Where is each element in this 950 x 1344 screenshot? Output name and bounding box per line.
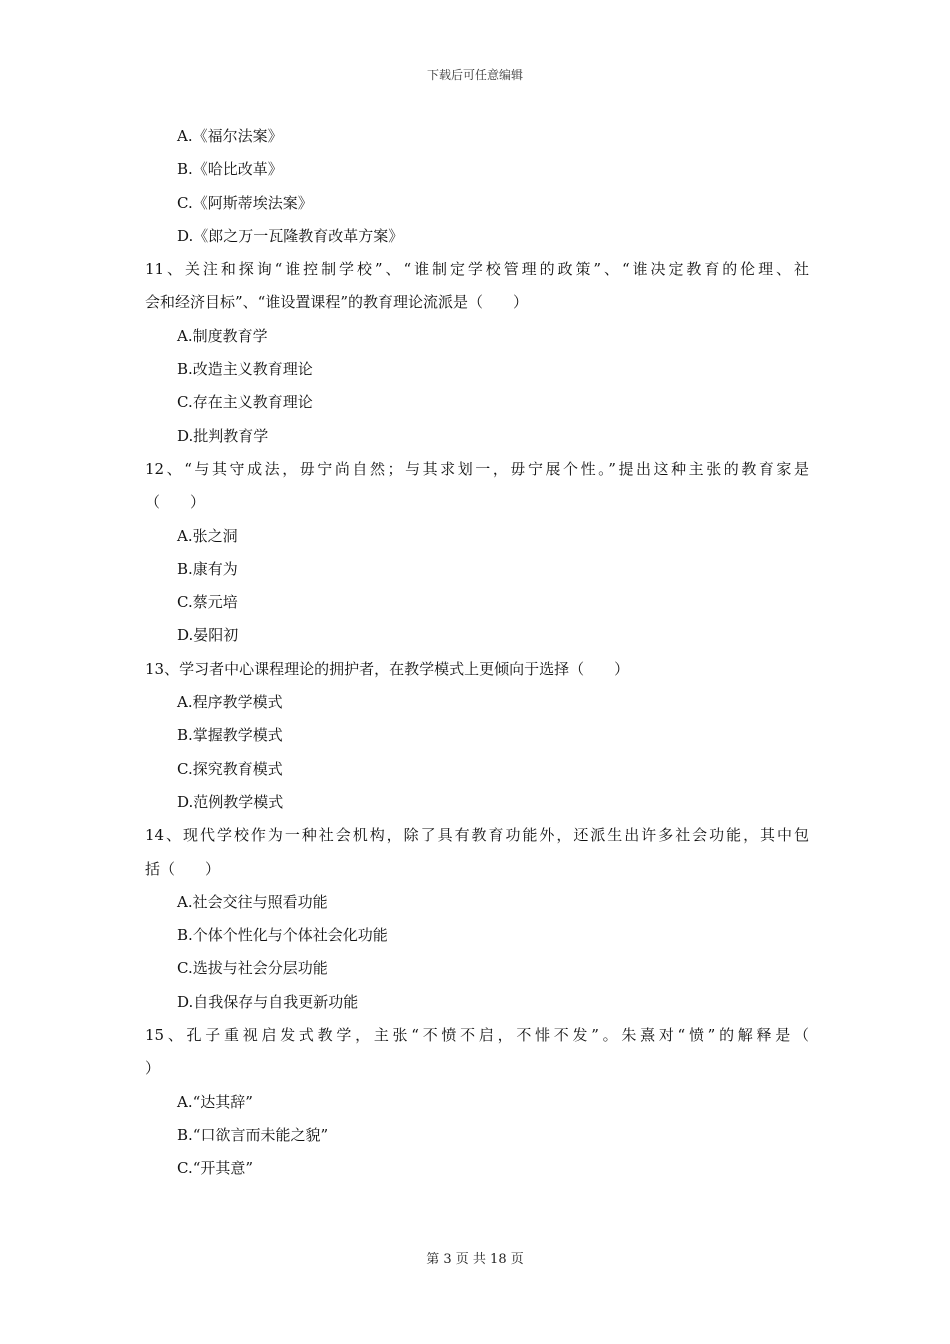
option-13-c: C.探究教育模式 [177,759,283,778]
option-11-d: D.批判教育学 [177,426,269,445]
question-11-line-2: 会和经济目标”、“谁设置课程”的教育理论流派是（ ） [145,293,529,312]
option-10-a: A.《福尔法案》 [177,127,283,145]
option-13-d: D.范例教学模式 [177,792,284,811]
option-10-b: B.《哈比改革》 [177,160,283,179]
option-12-c: C.蔡元培 [177,593,238,612]
option-14-d: D.自我保存与自我更新功能 [177,992,359,1011]
page-header: 下载后可任意编辑 [426,68,523,82]
option-10-d: D.《郎之万一瓦隆教育改革方案》 [177,226,404,245]
option-12-a: A.张之洞 [177,526,238,545]
question-12-line-1: 12、“与其守成法，毋宁尚自然；与其求划一，毋宁展个性。”提出这种主张的教育家是 [145,459,809,478]
option-11-a: A.制度教育学 [177,326,268,345]
question-11-line-1: 11、关注和探询“谁控制学校”、“谁制定学校管理的政策”、“谁决定教育的伦理、社 [145,260,809,279]
question-15-line-2: ） [145,1059,161,1078]
option-13-a: A.程序教学模式 [177,693,283,712]
question-15-line-1: 15、孔子重视启发式教学，主张“不愤不启，不悱不发”。朱熹对“愤”的解释是（ [145,1026,809,1045]
option-10-c: C.《阿斯蒂埃法案》 [177,193,313,212]
option-13-b: B.掌握教学模式 [177,726,283,745]
option-14-b: B.个体个性化与个体社会化功能 [177,926,388,945]
option-15-c: C.“开其意” [177,1159,254,1178]
option-15-a: A.“达其辞” [177,1092,253,1111]
option-14-c: C.选拔与社会分层功能 [177,959,328,978]
question-12-line-2: （ ） [145,493,206,512]
option-12-d: D.晏阳初 [177,626,239,645]
question-13-line-1: 13、学习者中心课程理论的拥护者，在教学模式上更倾向于选择（ ） [145,659,630,678]
option-11-c: C.存在主义教育理论 [177,393,313,412]
exam-content [145,124,809,1190]
page-footer: 第 3 页 共 18 页 [426,1252,524,1267]
option-11-b: B.改造主义教育理论 [177,360,313,379]
option-15-b: B.“口欲言而未能之貌” [177,1125,329,1144]
question-14-line-2: 括（ ） [145,859,221,878]
question-14-line-1: 14、现代学校作为一种社会机构，除了具有教育功能外，还派生出许多社会功能，其中包 [145,826,809,845]
option-14-a: A.社会交往与照看功能 [177,892,328,911]
option-12-b: B.康有为 [177,559,238,578]
